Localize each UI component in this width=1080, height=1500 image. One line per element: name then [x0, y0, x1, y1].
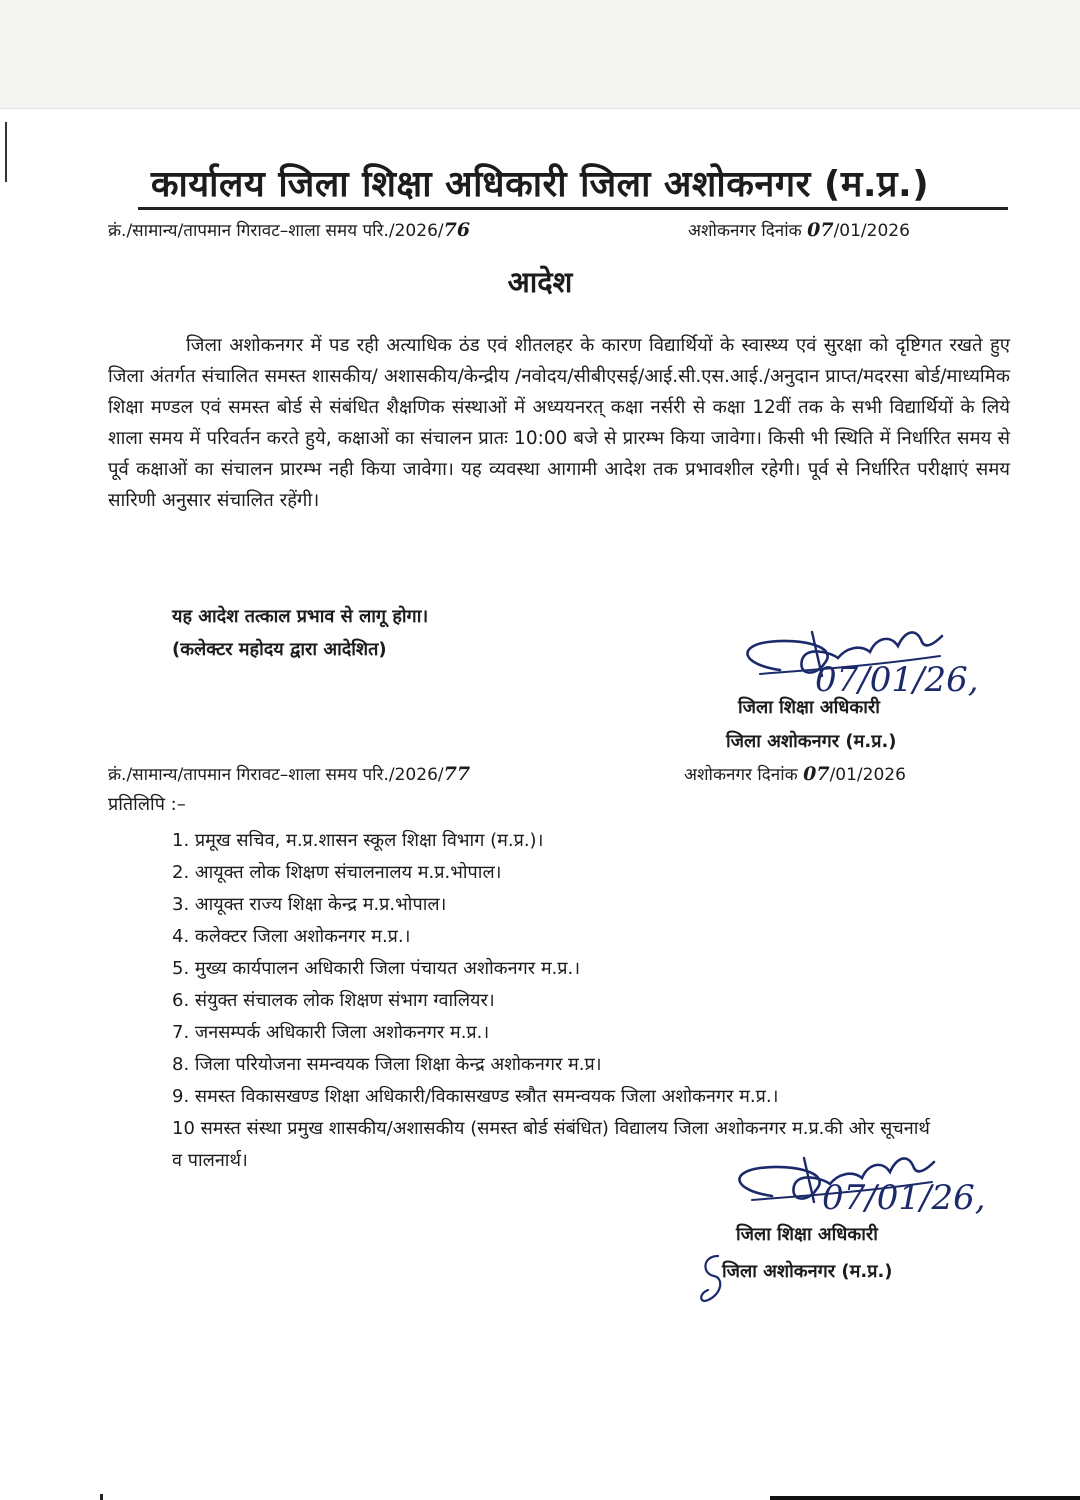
copy-date-month-year: /01/2026 [829, 765, 906, 785]
office-title: कार्यालय जिला शिक्षा अधिकारी जिला अशोकनगर (म.प्र.) [150, 164, 930, 205]
order-body: जिला अशोकनगर में पड रही अत्याधिक ठंड एवं शीतलहर के कारण विद्यार्थियों के स्वास्थ्य एवं सुरक्षा को दृष्टिगत रखते हुए जिला अंतर्गत संचालित समस्त शासकीय/ अशासकीय/केन्द्रीय /नवोदय/सीबीएसई/आई.सी.एस.आई./अनुदान प्राप्त/मदरसा बोर्ड/माध्यमिक शिक्षा मण्डल एवं समस्त बोर्ड से संबंधित शैक्षणिक संस्थाओं में अध्ययनरत् कक्षा नर्सरी से कक्षा 12वीं तक के सभी विद्यार्थियों के लिये शाला समय में परिवर्तन करते हुये, कक्षाओं का संचालन प्रातः 10:00 बजे से प्रारम्भ किया जावेगा। किसी भी स्थिति में निर्धारित समय से पूर्व कक्षाओं का संचालन प्रारम्भ नही किया जावेगा। यह व्यवस्था आगामी आदेश तक प्रभावशील रहेगी। पूर्व से निर्धारित परीक्षाएं समय सारिणी अनुसार संचालित रहेंगी। [108, 335, 1010, 511]
copy-date-day: 07 [803, 763, 830, 785]
list-item: 1. प्रमूख सचिव, म.प्र.शासन स्कूल शिक्षा विभाग (म.प्र.)। [172, 830, 544, 851]
copy-reference-number: 77 [443, 763, 471, 785]
copy-reference-prefix: क्रं./सामान्य/तापमान गिरावट–शाला समय परि./2026/ [108, 765, 444, 785]
scan-edge-mark [100, 1494, 103, 1500]
by-order-line: (कलेक्टर महोदय द्वारा आदेशित) [172, 639, 387, 660]
copy-reference [108, 762, 470, 785]
list-item: 10 समस्त संस्था प्रमुख शासकीय/अशासकीय (समस्त बोर्ड संबंधित) विद्यालय जिला अशोकनगर म.प्र.की ओर सूचनार्थ व पालनार्थ। [172, 1118, 930, 1171]
list-item: 2. आयूक्त लोक शिक्षण संचालनालय म.प्र.भोपाल। [172, 862, 502, 883]
reference-prefix: क्रं./सामान्य/तापमान गिरावट–शाला समय परि./2026/ [108, 221, 444, 241]
date-day: 07 [807, 219, 834, 241]
handwritten-date-1: 07/01/26, [815, 660, 979, 700]
title-underline [138, 207, 1008, 210]
effect-line: यह आदेश तत्काल प्रभाव से लागू होगा। [172, 606, 429, 627]
list-item: 5. मुख्य कार्यपालन अधिकारी जिला पंचायत अशोकनगर म.प्र.। [172, 958, 581, 979]
copy-label: प्रतिलिपि :– [108, 794, 186, 815]
list-item: 4. कलेक्टर जिला अशोकनगर म.प्र.। [172, 926, 411, 947]
copy-place-date-label: अशोकनगर दिनांक [684, 765, 798, 785]
signatory-district-2: जिला अशोकनगर (म.प्र.) [722, 1261, 893, 1282]
list-item: 9. समस्त विकासखण्ड शिक्षा अधिकारी/विकासखण्ड स्त्रौत समन्वयक जिला अशोकनगर म.प्र.। [172, 1086, 779, 1107]
reference-number: 76 [443, 219, 471, 241]
date-month-year: /01/2026 [833, 221, 910, 241]
list-item: 8. जिला परियोजना समन्वयक जिला शिक्षा केन्द्र अशोकनगर म.प्र। [172, 1054, 602, 1075]
signatory-district-1: जिला अशोकनगर (म.प्र.) [726, 731, 897, 752]
signatory-designation-1: जिला शिक्षा अधिकारी [738, 697, 880, 718]
list-item: 3. आयूक्त राज्य शिक्षा केन्द्र म.प्र.भोपाल। [172, 894, 447, 915]
place-date [688, 218, 910, 241]
handwritten-date-2: 07/01/26, [822, 1178, 986, 1218]
recipient-list [172, 825, 1022, 1177]
place-date-label: अशोकनगर दिनांक [688, 221, 802, 241]
list-item: 7. जनसम्पर्क अधिकारी जिला अशोकनगर म.प्र.। [172, 1022, 490, 1043]
list-item: 6. संयुक्त संचालक लोक शिक्षण संभाग ग्वालियर। [172, 990, 495, 1011]
order-reference [108, 218, 470, 241]
order-heading: आदेश [507, 265, 573, 299]
signatory-designation-2: जिला शिक्षा अधिकारी [736, 1224, 878, 1245]
scan-bottom-edge [770, 1496, 1080, 1500]
copy-place-date [684, 762, 906, 785]
